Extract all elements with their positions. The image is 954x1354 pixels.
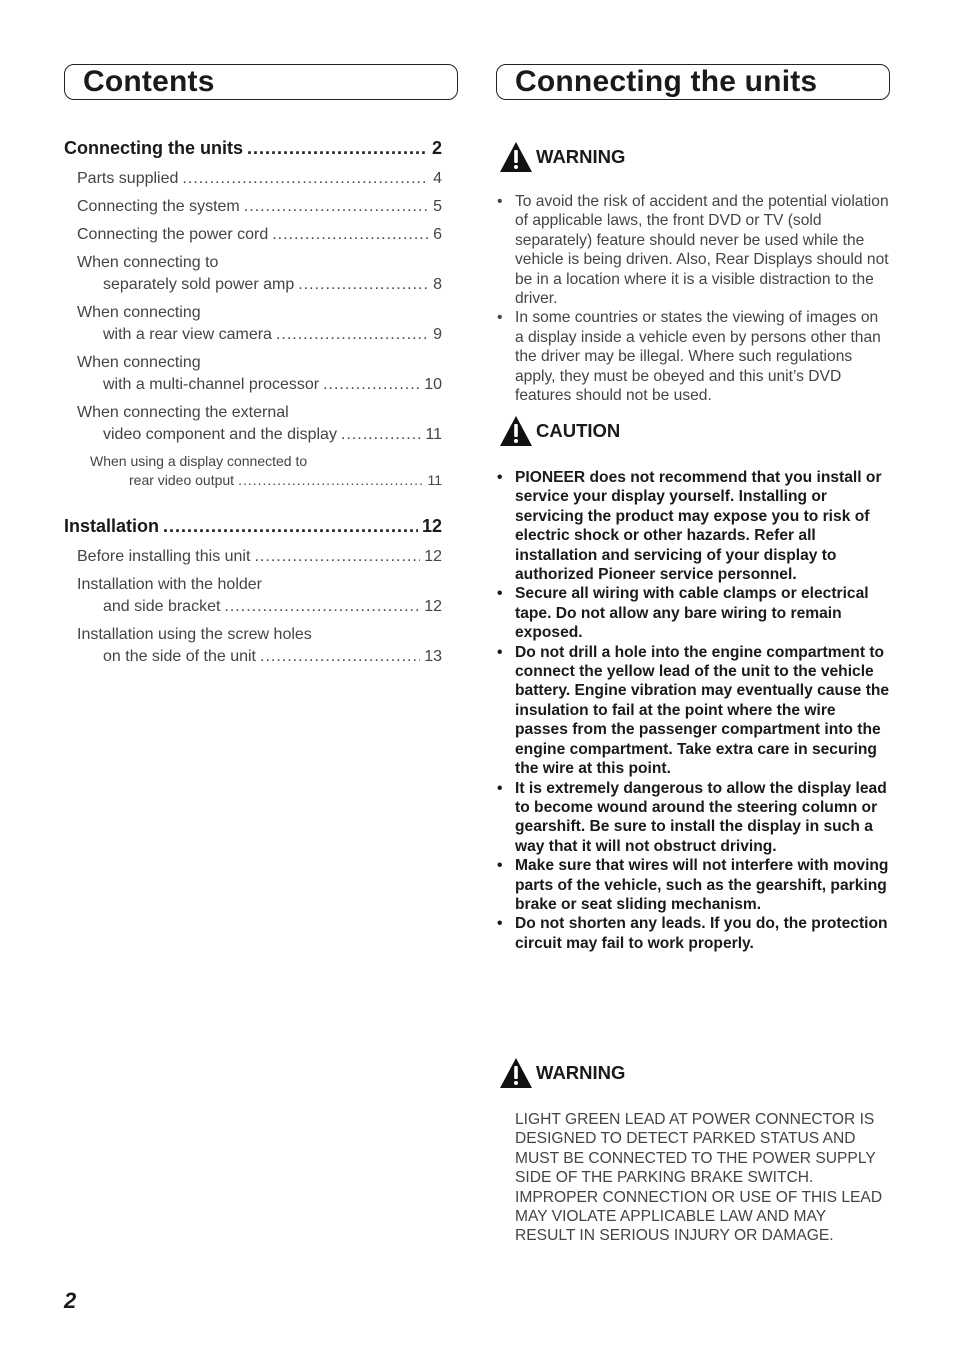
warning-triangle-icon	[499, 141, 533, 173]
list-item: • In some countries or states the viewing of images on a display inside a vehicle even by persons other than the driver may be illegal. Where such regulations apply, they must be obeyed and this unit’s DVD features should not be used.	[496, 308, 890, 405]
list-item: • Make sure that wires will not interfere with moving parts of the vehicle, such as the gearshift, parking brake or seat sliding mechanism.	[496, 856, 890, 914]
contents-title-box	[64, 64, 458, 100]
toc-heading[interactable]: Installation ..... 12	[64, 516, 442, 542]
toc-item[interactable]: When connecting with a multi-channel processor ..... 10	[77, 352, 442, 396]
list-item: • To avoid the risk of accident and the potential violation of applicable laws, the front DVD or TV (sold separately) feature should never be used while the vehicle is being driven. Also, Rear Displays should not be in a location where it is a visible distraction to the driver.	[496, 192, 890, 308]
toc-item[interactable]: When connecting with a rear view camera ..... 9	[77, 302, 442, 346]
warning-triangle-icon	[499, 1057, 533, 1089]
toc-item[interactable]: When connecting the external video component and the display ..... 11	[77, 402, 442, 446]
table-of-contents	[64, 138, 442, 686]
warning-block-2	[496, 1056, 890, 1246]
warning-text: LIGHT GREEN LEAD AT POWER CONNECTOR IS DESIGNED TO DETECT PARKED STATUS AND MUST BE CONNECTED TO THE POWER SUPPLY SIDE OF THE PARKING BRAKE SWITCH. IMPROPER CONNECTION OR USE OF THIS LEAD MAY VIOLATE APPLICABLE LAW AND MAY RESULT IN SERIOUS INJURY OR DAMAGE.	[515, 1111, 883, 1245]
contents-column	[64, 64, 458, 665]
toc-item[interactable]: Installation using the screw holes on the side of the unit ..... 13	[77, 624, 442, 668]
toc-section-installation	[64, 516, 442, 668]
warning-block-1	[496, 140, 890, 405]
toc-heading[interactable]: Connecting the units ..... 2	[64, 138, 442, 164]
connecting-title-box	[496, 64, 890, 100]
list-item: • Secure all wiring with cable clamps or electrical tape. Do not allow any bare wiring to remain exposed.	[496, 584, 890, 642]
toc-item[interactable]: Installation with the holder and side bracket ..... 12	[77, 574, 442, 618]
contents-title: Contents	[83, 65, 215, 98]
connecting-column	[496, 64, 890, 1245]
caution-list	[496, 468, 890, 953]
caution-block	[496, 414, 890, 953]
warning-heading: WARNING	[499, 140, 890, 174]
connecting-title: Connecting the units	[515, 65, 818, 98]
toc-subitem[interactable]: When using a display connected to rear video output ..... 11	[90, 452, 442, 490]
toc-section-connecting	[64, 138, 442, 490]
warning-heading: WARNING	[499, 1056, 890, 1090]
toc-item[interactable]: Connecting the power cord ..... 6	[77, 224, 442, 246]
list-item: • It is extremely dangerous to allow the display lead to become wound around the steering column or gearshift. Be sure to install the display in such a way that it will not obstruct driving.	[496, 779, 890, 857]
warning-triangle-icon	[499, 415, 533, 447]
toc-item[interactable]: When connecting to separately sold power amp ..... 8	[77, 252, 442, 296]
list-item: • Do not drill a hole into the engine compartment to connect the yellow lead of the unit to the vehicle battery. Engine vibration may eventually cause the insulation to fail at the point where the wire passes from the passenger compartment into the engine compartment. Take extra care in securing the wire at this point.	[496, 643, 890, 779]
toc-item[interactable]: Connecting the system ..... 5	[77, 196, 442, 218]
list-item: • PIONEER does not recommend that you install or service your display yourself. Installing or servicing the product may expose you to risk of electric shock or other hazards. Refer all installation and servicing of your display to authorized Pioneer service personnel.	[496, 468, 890, 584]
page-number: 2	[64, 1288, 77, 1313]
list-item: • Do not shorten any leads. If you do, the protection circuit may fail to work properly.	[496, 914, 890, 953]
warning-list	[496, 192, 890, 405]
toc-item[interactable]: Before installing this unit ..... 12	[77, 546, 442, 568]
toc-item[interactable]: Parts supplied ..... 4	[77, 168, 442, 190]
caution-heading: CAUTION	[499, 414, 890, 448]
